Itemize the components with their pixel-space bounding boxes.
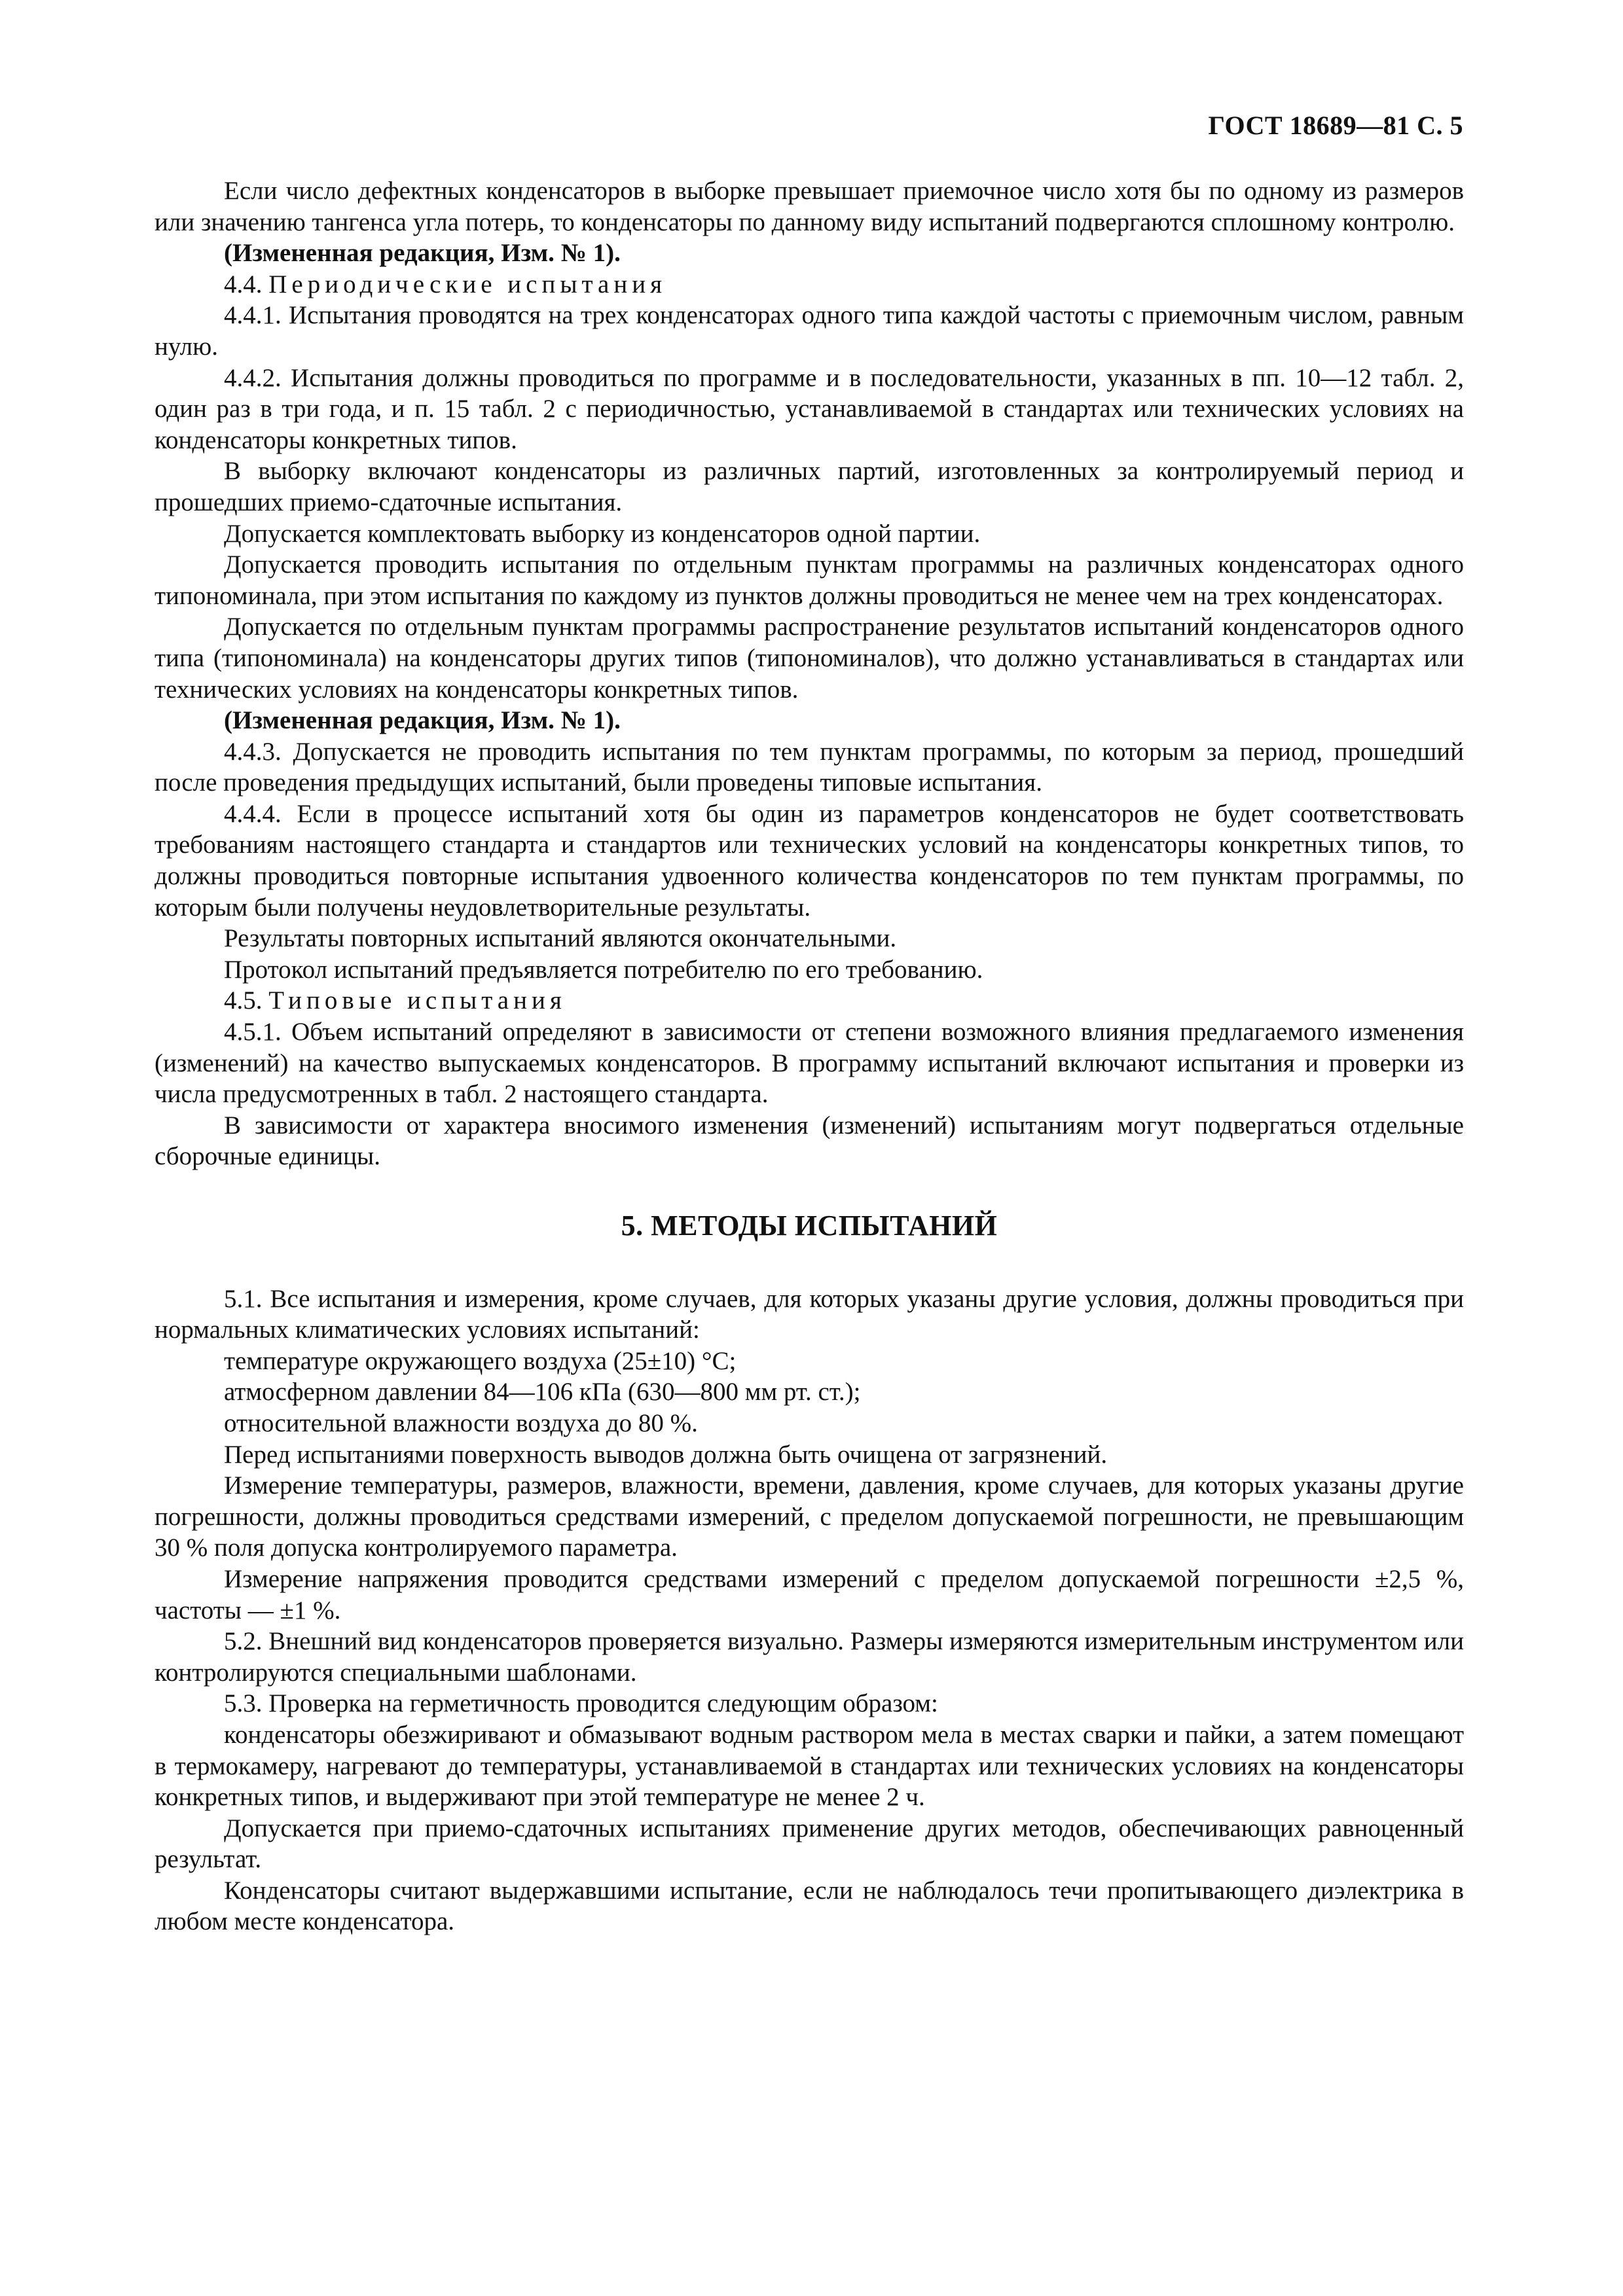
paragraph: В выборку включают конденсаторы из различных партий, изготовленных за контролируемый период и прошедших приемо-сдаточные испытания. — [155, 457, 1464, 516]
amendment-note: (Измененная редакция, Изм. № 1). — [224, 706, 621, 735]
paragraph: 5.3. Проверка на герметичность проводится следующим образом: — [224, 1689, 938, 1718]
section-4-continuation — [155, 175, 1464, 1172]
paragraph: Допускается проводить испытания по отдельным пунктам программы на различных конденсаторах одного типономинала, при этом испытания по каждому из пунктов должны проводиться не менее чем на трех конденсаторах. — [155, 550, 1464, 610]
paragraph: 4.4.3. Допускается не проводить испытания по тем пунктам программы, по которым за период, прошедший после проведения предыдущих испытаний, были проведены типовые испытания. — [155, 737, 1464, 797]
paragraph: 4.5.1. Объем испытаний определяют в зависимости от степени возможного влияния предлагаемого изменения (изменений) на качество выпускаемых конденсаторов. В программу испытаний включают испытания и проверки из числа предусмотренных в табл. 2 настоящего стандарта. — [155, 1018, 1464, 1109]
subsection-heading-4-4 — [155, 269, 1464, 300]
paragraph: 4.4.2. Испытания должны проводиться по программе и в последовательности, указанных в пп. 10—12 табл. 2, один раз в три года, и п. 15 табл. 2 с периодичностью, устанавливаемой в стандартах или технических условиях на конденсаторы конкретных типов. — [155, 363, 1464, 454]
section-5-content — [155, 1283, 1464, 1937]
paragraph: 4.4.4. Если в процессе испытаний хотя бы один из параметров конденсаторов не будет соответствовать требованиям настоящего стандарта и стандартов или технических условий на конденсаторы конкретных типов, то должны проводиться повторные испытания удвоенного количества конденсаторов по тем пунктам программы, по которым были получены неудовлетворительные результаты. — [155, 799, 1464, 922]
paragraph: Результаты повторных испытаний являются окончательными. — [224, 924, 897, 953]
paragraph: В зависимости от характера вносимого изменения (изменений) испытаниям могут подвергаться отдельные сборочные единицы. — [155, 1111, 1464, 1171]
paragraph: Измерение температуры, размеров, влажности, времени, давления, кроме случаев, для которых указаны другие погрешности, должны проводиться средствами измерений, с пределом допускаемой погрешности, не превышающим 30 % поля допуска контролируемого параметра. — [155, 1471, 1464, 1562]
subsection-heading-4-5 — [155, 985, 1464, 1016]
page-header: ГОСТ 18689—81 С. 5 — [1208, 111, 1463, 140]
document-body — [155, 175, 1464, 1937]
paragraph: Допускается при приемо-сдаточных испытаниях применение других методов, обеспечивающих равноценный результат. — [155, 1814, 1464, 1874]
paragraph: атмосферном давлении 84—106 кПа (630—800 мм рт. ст.); — [224, 1378, 861, 1407]
paragraph: Протокол испытаний предъявляется потребителю по его требованию. — [224, 955, 983, 984]
subsection-number: 4.5. — [224, 986, 263, 1015]
paragraph: 5.2. Внешний вид конденсаторов проверяется визуально. Размеры измеряются измерительным инструментом или контролируются специальными шаблонами. — [155, 1627, 1464, 1687]
paragraph: Перед испытаниями поверхность выводов должна быть очищена от загрязнений. — [224, 1440, 1108, 1469]
subsection-title: Типовые испытания — [268, 986, 566, 1015]
amendment-note: (Измененная редакция, Изм. № 1). — [224, 239, 621, 268]
paragraph: Если число дефектных конденсаторов в выборке превышает приемочное число хотя бы по одному из размеров или значению тангенса угла потерь, то конденсаторы по данному виду испытаний подвергаются сплошному контролю. — [155, 177, 1464, 236]
section-5-title: 5. МЕТОДЫ ИСПЫТАНИЙ — [621, 1210, 998, 1242]
subsection-number: 4.4. — [224, 270, 263, 298]
paragraph: относительной влажности воздуха до 80 %. — [224, 1408, 698, 1437]
paragraph: Допускается комплектовать выборку из конденсаторов одной партии. — [224, 519, 981, 548]
subsection-title: Периодические испытания — [268, 270, 667, 298]
paragraph: Измерение напряжения проводится средствами измерений с пределом допускаемой погрешности ±2,5 %, частоты — ±1 %. — [155, 1564, 1464, 1624]
paragraph: конденсаторы обезжиривают и обмазывают водным раствором мела в местах сварки и пайки, а затем помещают в термокамеру, нагревают до температуры, устанавливаемой в стандартах или технических условиях на конденсаторы конкретных типов, и выдерживают при этой температуре не менее 2 ч. — [155, 1720, 1464, 1812]
paragraph: 5.1. Все испытания и измерения, кроме случаев, для которых указаны другие условия, должны проводиться при нормальных климатических условиях испытаний: — [155, 1284, 1464, 1344]
paragraph: 4.4.1. Испытания проводятся на трех конденсаторах одного типа каждой частоты с приемочным числом, равным нулю. — [155, 301, 1464, 361]
paragraph: температуре окружающего воздуха (25±10) °С; — [224, 1346, 737, 1375]
paragraph: Конденсаторы считают выдержавшими испытание, если не наблюдалось течи пропитывающего диэлектрика в любом месте конденсатора. — [155, 1876, 1464, 1936]
paragraph: Допускается по отдельным пунктам программы распространение результатов испытаний конденсаторов одного типа (типономинала) на конденсаторы других типов (типономиналов), что должно устанавливаться в стандартах или технических условиях на конденсаторы конкретных типов. — [155, 613, 1464, 704]
